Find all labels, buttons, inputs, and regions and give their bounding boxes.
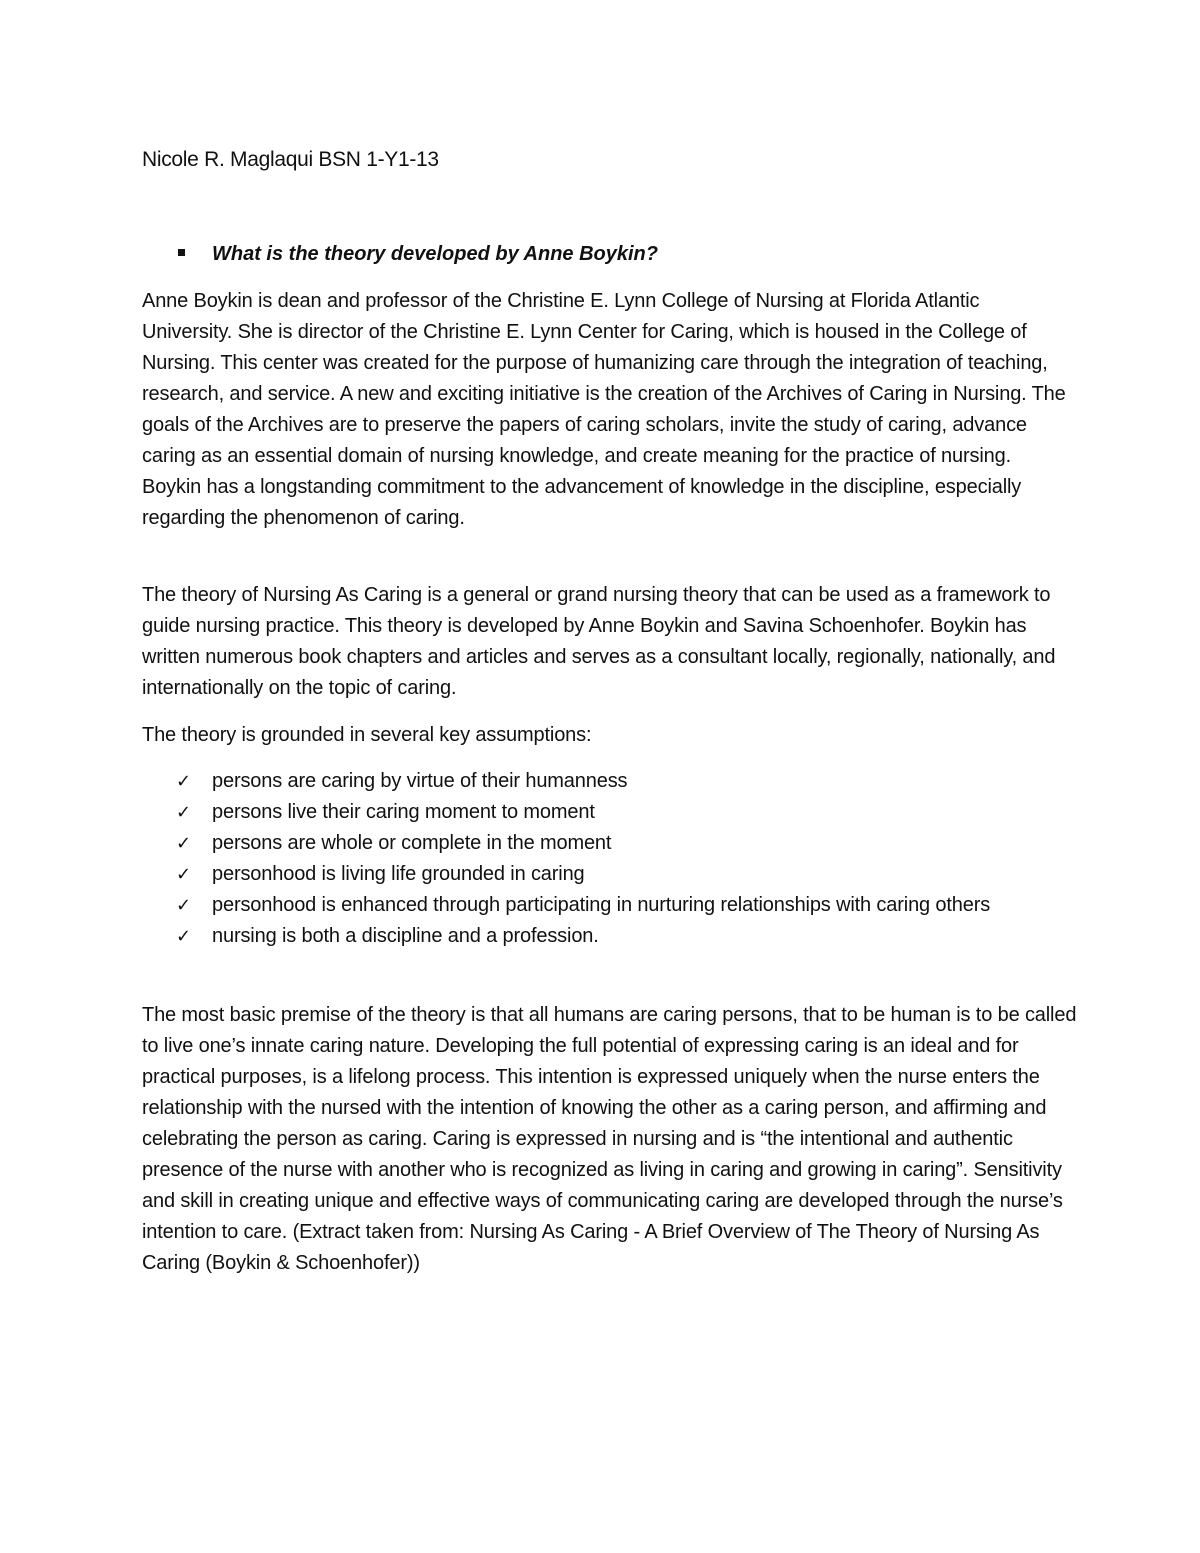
list-item-text: personhood is enhanced through participating in nurturing relationships with caring others — [212, 894, 991, 916]
list-item — [142, 766, 1072, 797]
list-item — [142, 859, 1072, 890]
question-text: What is the theory developed by Anne Boykin? — [212, 243, 658, 265]
list-item — [142, 890, 1072, 921]
paragraph-assumptions-intro: The theory is grounded in several key assumptions: — [142, 724, 592, 746]
list-item-text: persons are whole or complete in the moment — [212, 832, 612, 854]
question-heading — [178, 240, 658, 268]
assumptions-list — [142, 766, 1072, 952]
check-icon: ✓ — [176, 771, 191, 792]
author-line: Nicole R. Maglaqui BSN 1-Y1-13 — [142, 148, 439, 171]
list-item-text: personhood is living life grounded in caring — [212, 863, 585, 885]
check-icon: ✓ — [176, 802, 191, 823]
check-icon: ✓ — [176, 895, 191, 916]
list-item-text: persons are caring by virtue of their humanness — [212, 770, 628, 792]
list-item — [142, 828, 1072, 859]
paragraph-boykin-bio: Anne Boykin is dean and professor of the Christine E. Lynn College of Nursing at Florida Atlantic University. She is director of the Christine E. Lynn Center for Caring, which is housed in the College of Nursing. This center was created for the purpose of humanizing care through the integration of teaching, research, and service. A new and exciting initiative is the creation of the Archives of Caring in Nursing. The goals of the Archives are to preserve the papers of caring scholars, invite the study of caring, advance caring as an essential domain of nursing knowledge, and create meaning for the practice of nursing. Boykin has a longstanding commitment to the advancement of knowledge in the discipline, especially regarding the phenomenon of caring. — [142, 290, 1066, 529]
paragraph-theory-overview: The theory of Nursing As Caring is a general or grand nursing theory that can be used as a framework to guide nursing practice. This theory is developed by Anne Boykin and Savina Schoenhofer. Boykin has written numerous book chapters and articles and serves as a consultant locally, regionally, nationally, and internationally on the topic of caring. — [142, 584, 1056, 699]
list-item-text: persons live their caring moment to moment — [212, 801, 595, 823]
check-icon: ✓ — [176, 833, 191, 854]
list-item-text: nursing is both a discipline and a profession. — [212, 925, 599, 947]
list-item — [142, 921, 1072, 952]
check-icon: ✓ — [176, 864, 191, 885]
list-item — [142, 797, 1072, 828]
square-bullet-icon — [178, 249, 185, 256]
paragraph-basic-premise: The most basic premise of the theory is that all humans are caring persons, that to be human is to be called to live one’s innate caring nature. Developing the full potential of expressing caring is an ideal and for practical purposes, is a lifelong process. This intention is expressed uniquely when the nurse enters the relationship with the nursed with the intention of knowing the other as a caring person, and affirming and celebrating the person as caring. Caring is expressed in nursing and is “the intentional and authentic presence of the nurse with another who is recognized as living in caring and growing in caring”. Sensitivity and skill in creating unique and effective ways of communicating caring are developed through the nurse’s intention to care. (Extract taken from: Nursing As Caring - A Brief Overview of The Theory of Nursing As Caring (Boykin & Schoenhofer)) — [142, 1004, 1077, 1274]
check-icon: ✓ — [176, 926, 191, 947]
